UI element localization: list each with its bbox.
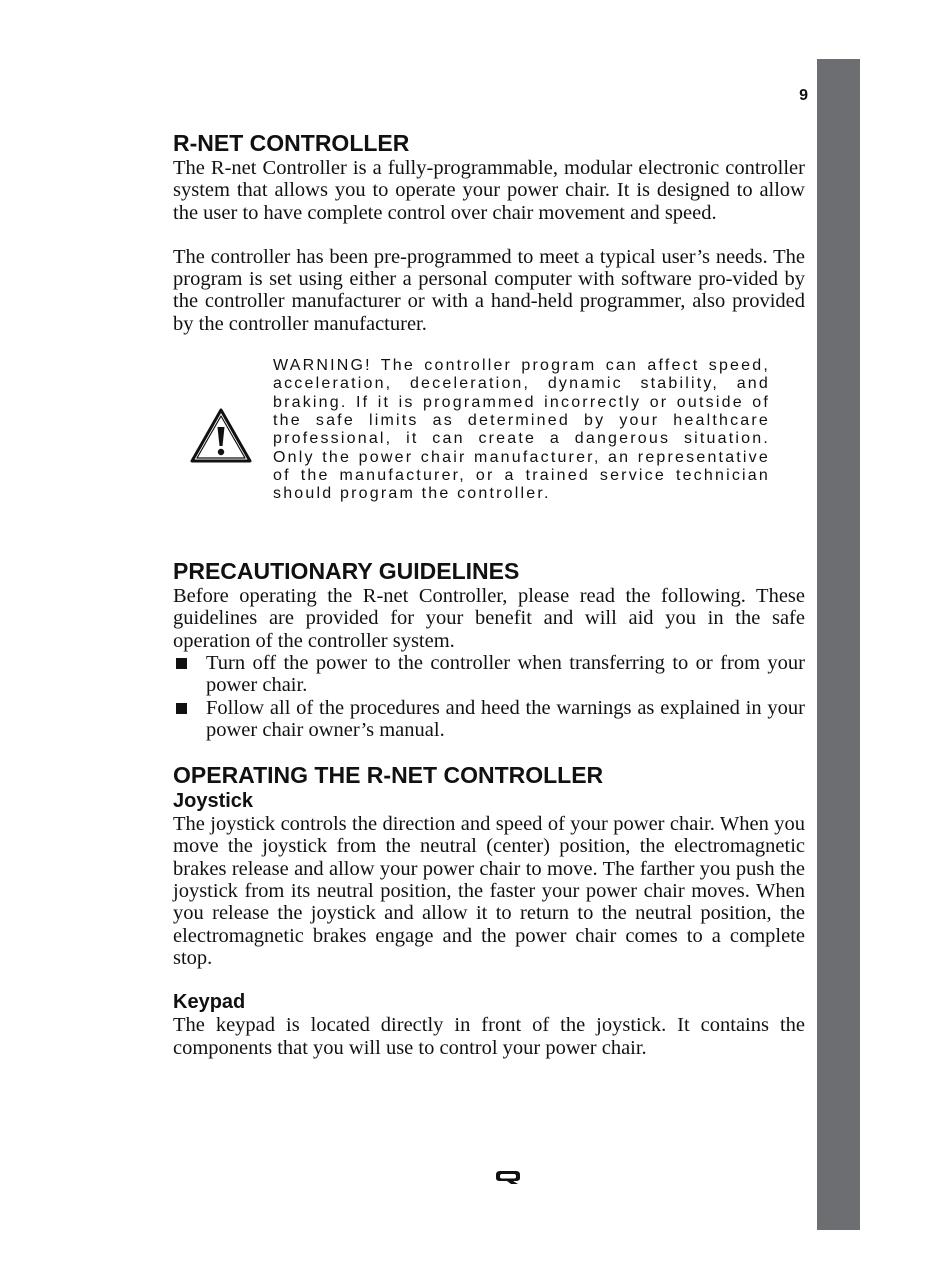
square-bullet-icon [176,703,187,714]
list-item [173,652,805,697]
page-content [173,129,805,1059]
subheading-keypad: Keypad [173,991,246,1014]
precautionary-bullet-list [173,652,805,741]
section-heading-operating-rnet: OPERATING THE R-NET CONTROLLER [173,762,604,789]
warning-block [173,357,805,527]
rnet-program-paragraph: The controller has been pre-programmed to meet a typical user’s needs. The program is set using either a personal computer with software pro-vided by the controller manufacturer or with a hand-held programmer, also provided by the controller manufacturer. [173,245,805,335]
list-item-text: Follow all of the procedures and heed the warnings as explained in your power chair owner’s manual. [206,696,805,741]
list-item [173,697,805,742]
warning-text: WARNING! The controller program can affect speed, acceleration, deceleration, dynamic stability, and braking. If it is programmed incorrectly or outside of the safe limits as determined by your healthcare professional, it can create a dangerous situation. Only the power chair manufacturer, an representative of the manufacturer, or a trained service technician should program the controller. [273,357,770,503]
rnet-intro-paragraph: The R-net Controller is a fully-programmable, modular electronic controller system that allows you to operate your power chair. It is designed to allow the user to have complete control over chair movement and speed. [173,157,805,224]
joystick-paragraph: The joystick controls the direction and speed of your power chair. When you move the joystick from the neutral (center) position, the electromagnetic brakes release and allow your power chair to move. The farther you push the joystick from its neutral position, the faster your power chair moves. When you release the joystick and allow it to return to the neutral position, the electromagnetic brakes engage and the power chair comes to a complete stop. [173,813,805,969]
page-number: 9 [799,87,808,104]
square-bullet-icon [176,658,187,669]
keypad-paragraph: The keypad is located directly in front of the joystick. It contains the components that you will use to control your power chair. [173,1014,805,1059]
subheading-joystick: Joystick [173,790,254,813]
q-logo-icon [494,1169,522,1185]
side-tab-bar [817,59,860,1230]
warning-triangle-icon [189,407,253,465]
list-item-text: Turn off the power to the controller when transferring to or from your power chair. [206,651,805,697]
precautionary-intro-paragraph: Before operating the R-net Controller, please read the following. These guidelines are provided for your benefit and will aid you in the safe operation of the controller system. [173,585,805,652]
section-heading-rnet-controller: R-NET CONTROLLER [173,130,410,156]
section-heading-precautionary-guidelines: PRECAUTIONARY GUIDELINES [173,558,520,585]
